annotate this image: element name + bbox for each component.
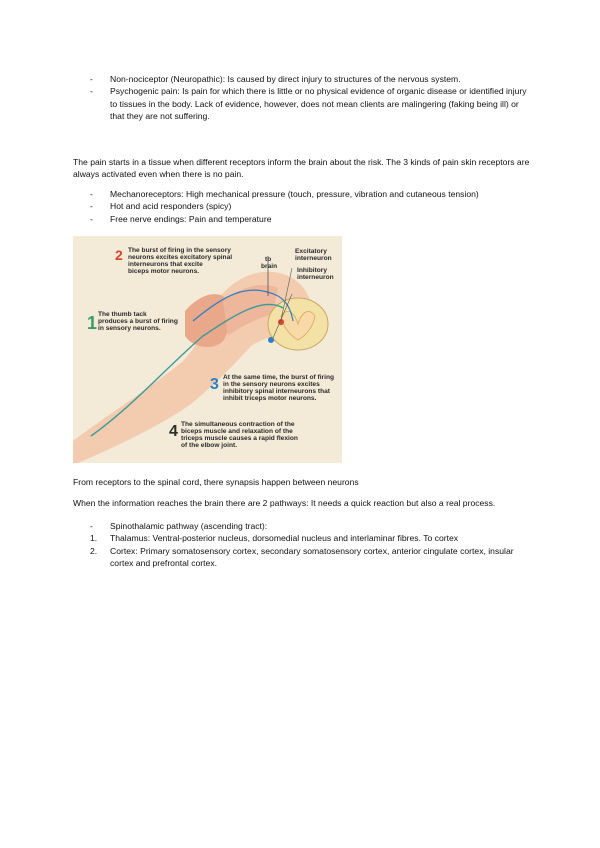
list-item <box>90 545 530 570</box>
to-brain-line: to <box>265 256 272 263</box>
step-1-line: produces a burst of firing <box>98 318 178 325</box>
list-marker: 1. <box>90 533 98 544</box>
pain-types-list <box>90 73 530 123</box>
pathway-list <box>90 520 530 570</box>
list-item <box>90 213 530 225</box>
step-4-line: of the elbow joint. <box>181 442 238 449</box>
bullet-marker: - <box>90 189 93 199</box>
list-item-text: Spinothalamic pathway (ascending tract): <box>110 521 268 531</box>
step-2-line: biceps motor neurons. <box>128 268 200 275</box>
inhibitory-label <box>297 267 334 281</box>
inhibitory-line: interneuron <box>297 274 334 281</box>
list-item-text: Non-nociceptor (Neuropathic): Is caused by direct injury to structures of the nervous system. <box>110 74 461 84</box>
list-item <box>90 73 530 85</box>
step-1-line: in sensory neurons. <box>98 325 161 332</box>
bullet-marker: - <box>90 86 93 97</box>
paragraph-pathways: When the information reaches the brain there are 2 pathways: It needs a quick reaction but also a real process. <box>73 498 496 508</box>
step-1-number: 1 <box>87 313 98 333</box>
bullet-marker: - <box>90 213 93 224</box>
receptor-list <box>90 188 530 225</box>
excitatory-line: Excitatory <box>295 248 327 255</box>
step-3-line: in the sensory neurons excites <box>223 381 320 388</box>
list-item <box>90 532 530 544</box>
step-2-line: The burst of firing in the sensory <box>128 247 231 254</box>
list-item <box>90 188 530 200</box>
list-marker: - <box>90 521 93 531</box>
step-4-line: The simultaneous contraction of the <box>181 421 295 428</box>
list-item-text: Hot and acid responders (spicy) <box>110 201 232 212</box>
step-3-line: At the same time, the burst of firing <box>223 374 335 381</box>
step-2-line: neurons excites excitatory spinal <box>128 254 233 261</box>
list-marker: 2. <box>90 545 98 556</box>
list-item <box>90 520 530 532</box>
list-item-text: Thalamus: Ventral-posterior nucleus, dorsomedial nucleus and interlaminar fibres. To cortex <box>110 533 459 544</box>
step-2-number: 2 <box>115 247 123 263</box>
list-item <box>90 200 530 212</box>
excitatory-line: interneuron <box>295 255 332 262</box>
step-3-line: inhibit triceps motor neurons. <box>223 395 317 402</box>
list-item-text: Free nerve endings: Pain and temperature <box>110 213 272 224</box>
step-2-line: interneurons that excite <box>128 261 203 268</box>
list-item-text: Mechanoreceptors: High mechanical pressure (touch, pressure, vibration and cutaneous tension) <box>110 189 479 199</box>
step-4-line: triceps muscle causes a rapid flexion <box>181 435 298 442</box>
step-4-line: biceps muscle and relaxation of the <box>181 428 293 435</box>
list-item-text: Cortex: Primary somatosensory cortex, secondary somatosensory cortex, anterior cingulate cortex, insular cortex and prefrontal cortex. <box>110 545 514 569</box>
inhibitory-line: Inhibitory <box>297 267 328 274</box>
paragraph-synapsis: From receptors to the spinal cord, there synapsis happen between neurons <box>73 477 359 487</box>
list-item-text: Psychogenic pain: Is pain for which there is little or no physical evidence of organic disease or identified injury to tissues in the body. Lack of evidence, however, does not mean clients are malingering (faking being ill) or that they are not suffering. <box>110 86 527 122</box>
bullet-marker: - <box>90 74 93 84</box>
step-3-line: inhibitory spinal interneurons that <box>223 388 330 395</box>
excitatory-label <box>295 248 332 262</box>
step-1-line: The thumb tack <box>98 311 147 318</box>
bullet-marker: - <box>90 201 93 212</box>
reflex-arc-figure <box>73 236 342 463</box>
to-brain-line: brain <box>261 263 278 270</box>
step-3-number: 3 <box>210 376 219 393</box>
step-4-number: 4 <box>169 423 178 440</box>
paragraph-receptors: The pain starts in a tissue when different receptors inform the brain about the risk. The 3 kinds of pain skin receptors are always activated even when there is no pain. <box>73 157 530 180</box>
list-item <box>90 85 530 122</box>
